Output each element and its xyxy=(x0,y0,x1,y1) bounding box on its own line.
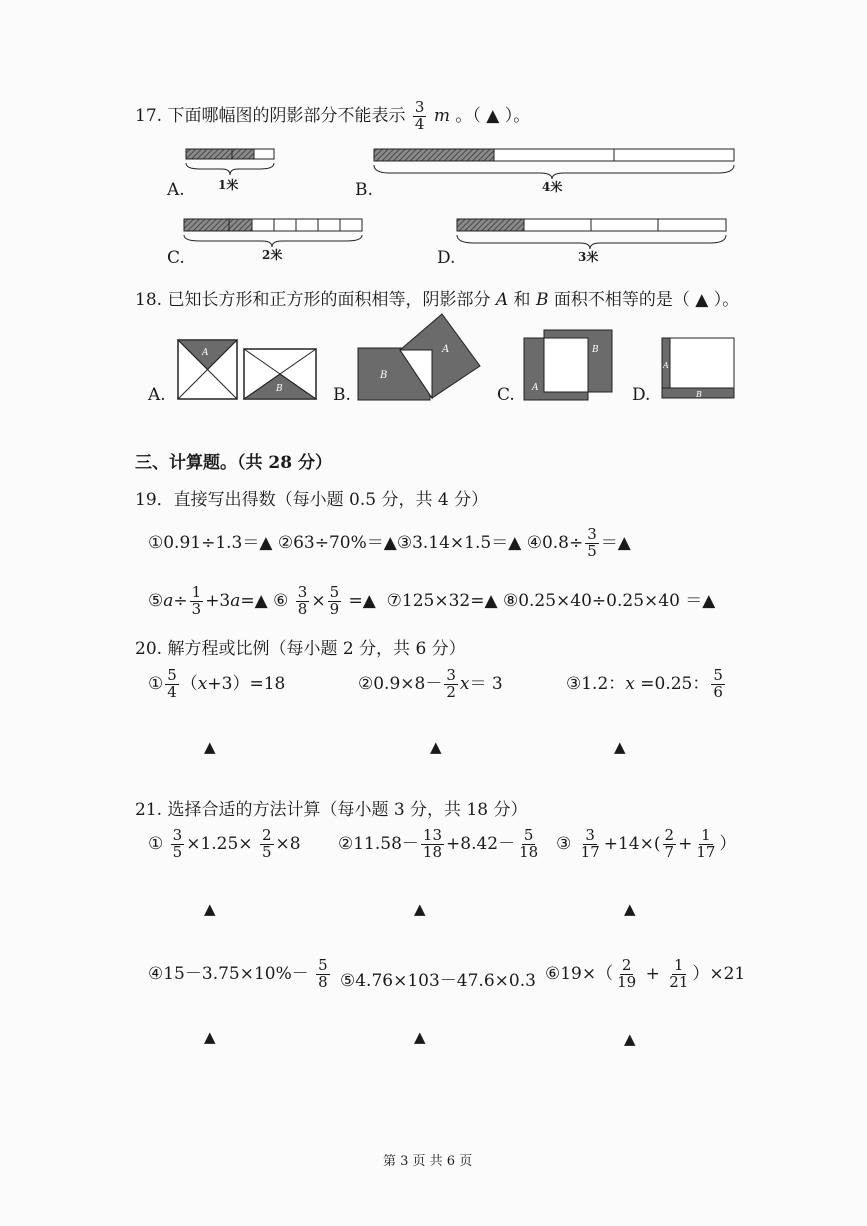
q18-d-shape-label-b: B xyxy=(696,390,702,399)
q18-number: 18. xyxy=(135,290,163,310)
q18-option-b-letter: B. xyxy=(333,385,351,405)
q17-stem xyxy=(135,100,530,133)
q17-option-b-length: 4米 xyxy=(542,180,563,194)
q19-item-3: ③3.14×1.5＝▲ xyxy=(396,532,522,553)
q21-answer-mark-6: ▲ xyxy=(624,1030,636,1048)
q17-option-a-length: 1米 xyxy=(218,178,239,192)
q17-option-d-letter: D. xyxy=(437,248,456,268)
q21-header: 21. 选择合适的方法计算（每小题 3 分，共 18 分） xyxy=(135,800,528,820)
q21-calc-4: ④15－3.75×10%－ $\frac{5}{8}$ xyxy=(148,956,328,991)
q18-figure-b xyxy=(358,314,480,400)
q17-figure-a xyxy=(186,149,274,175)
q18-a-shape-label-b: B xyxy=(276,384,283,394)
q17-option-c-letter: C. xyxy=(167,248,185,268)
q21-calc-5: ⑤4.76×103－47.6×0.3 xyxy=(340,971,536,991)
q21-calc-3: ③ $\frac{3}{17}$ +14×( $\frac{2}{7}$ + $\frac{1}{17}$ ） xyxy=(556,826,737,861)
q21-calc-6: ⑥19×（ $\frac{2}{19}$ + $\frac{1}{21}$ ）×21 xyxy=(545,956,746,991)
q18-option-d-letter: D. xyxy=(632,385,651,405)
q19-header: 19．直接写出得数（每小题 0.5 分，共 4 分） xyxy=(135,490,489,510)
q21-answer-mark-2: ▲ xyxy=(414,900,426,918)
q20-equation-3: ③1.2：x =0.25： $\frac{5}{6}$ xyxy=(566,666,723,701)
q18-figure-c xyxy=(524,330,612,400)
q17-answer-blank: 。（ ▲ ）。 xyxy=(455,105,531,126)
q21-calc-1: ① $\frac{3}{5}$ ×1.25× $\frac{2}{5}$ ×8 xyxy=(148,826,301,861)
q18-c-shape-label-b: B xyxy=(592,345,599,355)
q17-text: 下面哪幅图的阴影部分 xyxy=(167,105,338,126)
q18-text-mid: 面积 xyxy=(553,290,588,310)
q18-b-shape-label-b: B xyxy=(380,370,388,381)
q17-text-mid: 表示 xyxy=(371,105,406,126)
q18-label-b: B xyxy=(535,290,549,310)
q18-answer-blank: 的是（ ▲ ）。 xyxy=(638,290,740,310)
q17-fraction: $\frac{3}{4}$ xyxy=(414,98,425,133)
q18-text: 已知长方形和正方形的面积相等，阴影部分 xyxy=(167,290,491,310)
q20-answer-mark-1: ▲ xyxy=(204,738,216,756)
q20-answer-mark-3: ▲ xyxy=(614,738,626,756)
page-footer: 第 3 页 共 6 页 xyxy=(383,1154,473,1169)
q19-item-5: ⑤a÷ $\frac{1}{3}$ +3a=▲ xyxy=(148,583,268,618)
q17-option-b-letter: B. xyxy=(355,180,373,200)
q18-option-a-letter: A. xyxy=(148,385,166,405)
q18-and: 和 xyxy=(513,290,531,310)
q20-equation-1: ① $\frac{5}{4}$ （x+3）=18 xyxy=(148,666,286,701)
q17-emphasis: 不能 xyxy=(337,105,372,126)
q18-figures xyxy=(0,310,867,410)
q18-c-shape-label-a: A xyxy=(532,383,539,393)
q19-item-6: ⑥ $\frac{3}{8}$ × $\frac{5}{9}$ =▲ xyxy=(273,583,376,618)
q17-figure-b xyxy=(374,149,734,179)
q18-emphasis: 不相等 xyxy=(587,290,639,310)
q18-d-shape-label-a: A xyxy=(663,361,669,370)
q17-unit: m xyxy=(433,105,450,126)
q17-option-d-length: 3米 xyxy=(578,250,599,264)
q21-answer-mark-1: ▲ xyxy=(204,900,216,918)
q18-option-c-letter: C. xyxy=(497,385,515,405)
q20-header: 20. 解方程或比例（每小题 2 分，共 6 分） xyxy=(135,639,466,659)
q17-figure-d xyxy=(457,219,726,249)
q19-row-1 xyxy=(148,527,631,560)
q19-item-4: ④0.8÷ $\frac{3}{5}$ ＝▲ xyxy=(526,525,631,560)
q21-answer-mark-4: ▲ xyxy=(204,1028,216,1046)
q18-label-a: A xyxy=(495,290,509,310)
q21-answer-mark-5: ▲ xyxy=(414,1028,426,1046)
q19-row-2 xyxy=(148,585,715,618)
q19-item-8: ⑧0.25×40÷0.25×40 ＝▲ xyxy=(502,590,716,611)
q19-item-1: ①0.91÷1.3＝▲ xyxy=(148,532,273,553)
q18-stem xyxy=(135,285,739,310)
q20-equation-2: ②0.9×8－ $\frac{3}{2}$ x＝ 3 xyxy=(358,666,503,701)
q18-figure-d xyxy=(662,338,734,399)
section-3-title: 三、计算题。（共 28 分） xyxy=(135,453,332,473)
q18-b-shape-label-a: A xyxy=(442,344,450,355)
q17-option-a-letter: A. xyxy=(167,180,185,200)
q18-a-shape-label-a: A xyxy=(202,348,209,358)
q19-item-7: ⑦125×32=▲ xyxy=(386,590,498,611)
q17-figures xyxy=(0,135,867,275)
q17-number: 17. xyxy=(135,105,163,126)
q17-figure-c xyxy=(184,219,362,247)
q19-item-2: ②63÷70%＝▲ xyxy=(277,532,397,553)
q21-answer-mark-3: ▲ xyxy=(624,900,636,918)
q20-answer-mark-2: ▲ xyxy=(430,738,442,756)
q18-figure-a xyxy=(178,340,316,399)
q21-calc-2: ②11.58－ $\frac{13}{18}$ +8.42－ $\frac{5}{18}$ xyxy=(338,826,539,861)
q17-option-c-length: 2米 xyxy=(262,248,283,262)
